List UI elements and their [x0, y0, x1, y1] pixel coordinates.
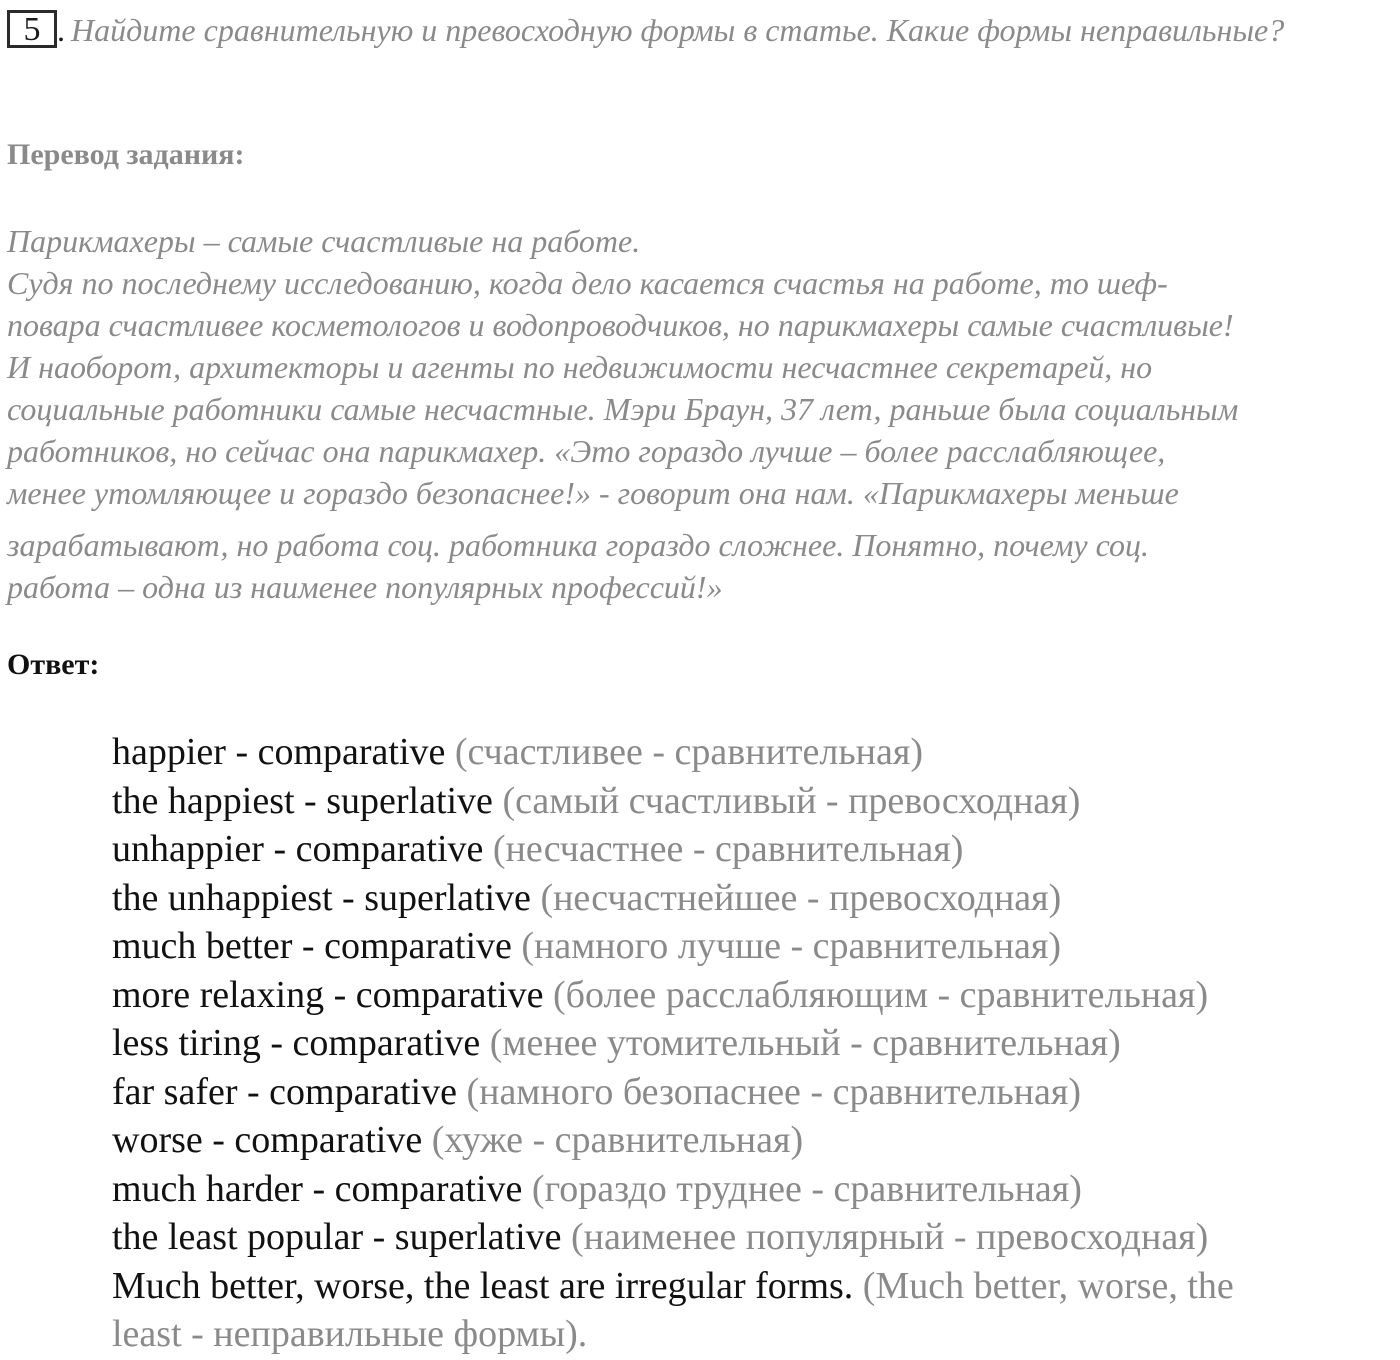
conclusion-russian-part2: least - неправильные формы). — [112, 1313, 588, 1355]
answer-conclusion — [112, 1262, 1392, 1311]
answer-english: unhappier - comparative — [112, 828, 484, 870]
answer-russian: (хуже - сравнительная) — [431, 1119, 804, 1161]
answer-item — [112, 971, 1392, 1020]
translation-line: менее утомляющее и гораздо безопаснее!» - говорит она нам. «Парикмахеры меньше — [7, 475, 1179, 511]
answer-english: happier - comparative — [112, 731, 446, 773]
answer-english: the least popular - superlative — [112, 1216, 562, 1258]
translation-line: социальные работники самые несчастные. Мэри Браун, 37 лет, раньше была социальным — [7, 391, 1239, 427]
task-instruction — [7, 8, 1392, 52]
answer-english: worse - comparative — [112, 1119, 423, 1161]
answer-heading: Ответ: — [7, 648, 100, 681]
answer-item — [112, 1213, 1392, 1262]
answer-russian: (наименее популярный - превосходная) — [571, 1216, 1209, 1258]
answer-item — [112, 922, 1392, 971]
answer-english: more relaxing - comparative — [112, 973, 544, 1016]
translation-line: работа – одна из наименее популярных профессий!» — [7, 569, 723, 605]
answer-russian: (несчастнейшее - превосходная) — [540, 876, 1062, 919]
answer-english: the unhappiest - superlative — [112, 876, 531, 919]
conclusion-russian-part1: (Much better, worse, the — [862, 1264, 1234, 1307]
answer-english: much harder - comparative — [112, 1167, 523, 1210]
answer-item — [112, 1116, 1392, 1165]
answer-russian: (менее утомительный - сравнительная) — [489, 1022, 1121, 1064]
answer-english: less tiring - comparative — [112, 1022, 481, 1064]
translation-line: И наоборот, архитекторы и агенты по недвижимости несчастнее секретарей, но — [7, 349, 1153, 385]
answer-item — [112, 825, 1392, 874]
answer-item — [112, 728, 1392, 777]
translation-line: Судя по последнему исследованию, когда дело касается счастья на работе, то шеф- — [7, 265, 1168, 301]
answer-russian: (счастливее - сравнительная) — [454, 731, 924, 773]
answer-english: the happiest - superlative — [112, 779, 493, 822]
task-number-dot: . — [57, 12, 65, 48]
answer-russian: (самый счастливый - превосходная) — [502, 779, 1081, 822]
translation-text — [7, 220, 1399, 608]
answer-russian: (несчастнее - сравнительная) — [492, 828, 964, 870]
answer-item — [112, 1019, 1392, 1068]
translation-line: Парикмахеры – самые счастливые на работе. — [7, 223, 641, 259]
answer-russian: (гораздо труднее - сравнительная) — [531, 1167, 1082, 1210]
translation-heading: Перевод задания: — [7, 138, 245, 171]
answer-item — [112, 1165, 1392, 1214]
conclusion-english: Much better, worse, the least are irregular forms. — [112, 1264, 854, 1307]
answer-item — [112, 1068, 1392, 1117]
answer-russian: (более расслабляющим - сравнительная) — [553, 973, 1209, 1016]
answer-list — [112, 728, 1392, 1359]
task-instruction-text: Найдите сравнительную и превосходную формы в статье. Какие формы неправильные? — [71, 12, 1285, 48]
answer-english: far safer - comparative — [112, 1070, 457, 1113]
translation-line: работников, но сейчас она парикмахер. «Это гораздо лучше – более расслабляющее, — [7, 433, 1166, 469]
answer-conclusion-continued — [112, 1310, 1392, 1359]
translation-line: повара счастливее косметологов и водопроводчиков, но парикмахеры самые счастливые! — [7, 307, 1234, 343]
answer-item — [112, 777, 1392, 826]
answer-russian: (намного безопаснее - сравнительная) — [466, 1070, 1082, 1113]
answer-russian: (намного лучше - сравнительная) — [521, 925, 1062, 967]
translation-line: зарабатывают, но работа соц. работника гораздо сложнее. Понятно, почему соц. — [7, 527, 1150, 563]
task-number-badge: 5 — [7, 10, 57, 48]
answer-item — [112, 874, 1392, 923]
answer-english: much better - comparative — [112, 925, 512, 967]
